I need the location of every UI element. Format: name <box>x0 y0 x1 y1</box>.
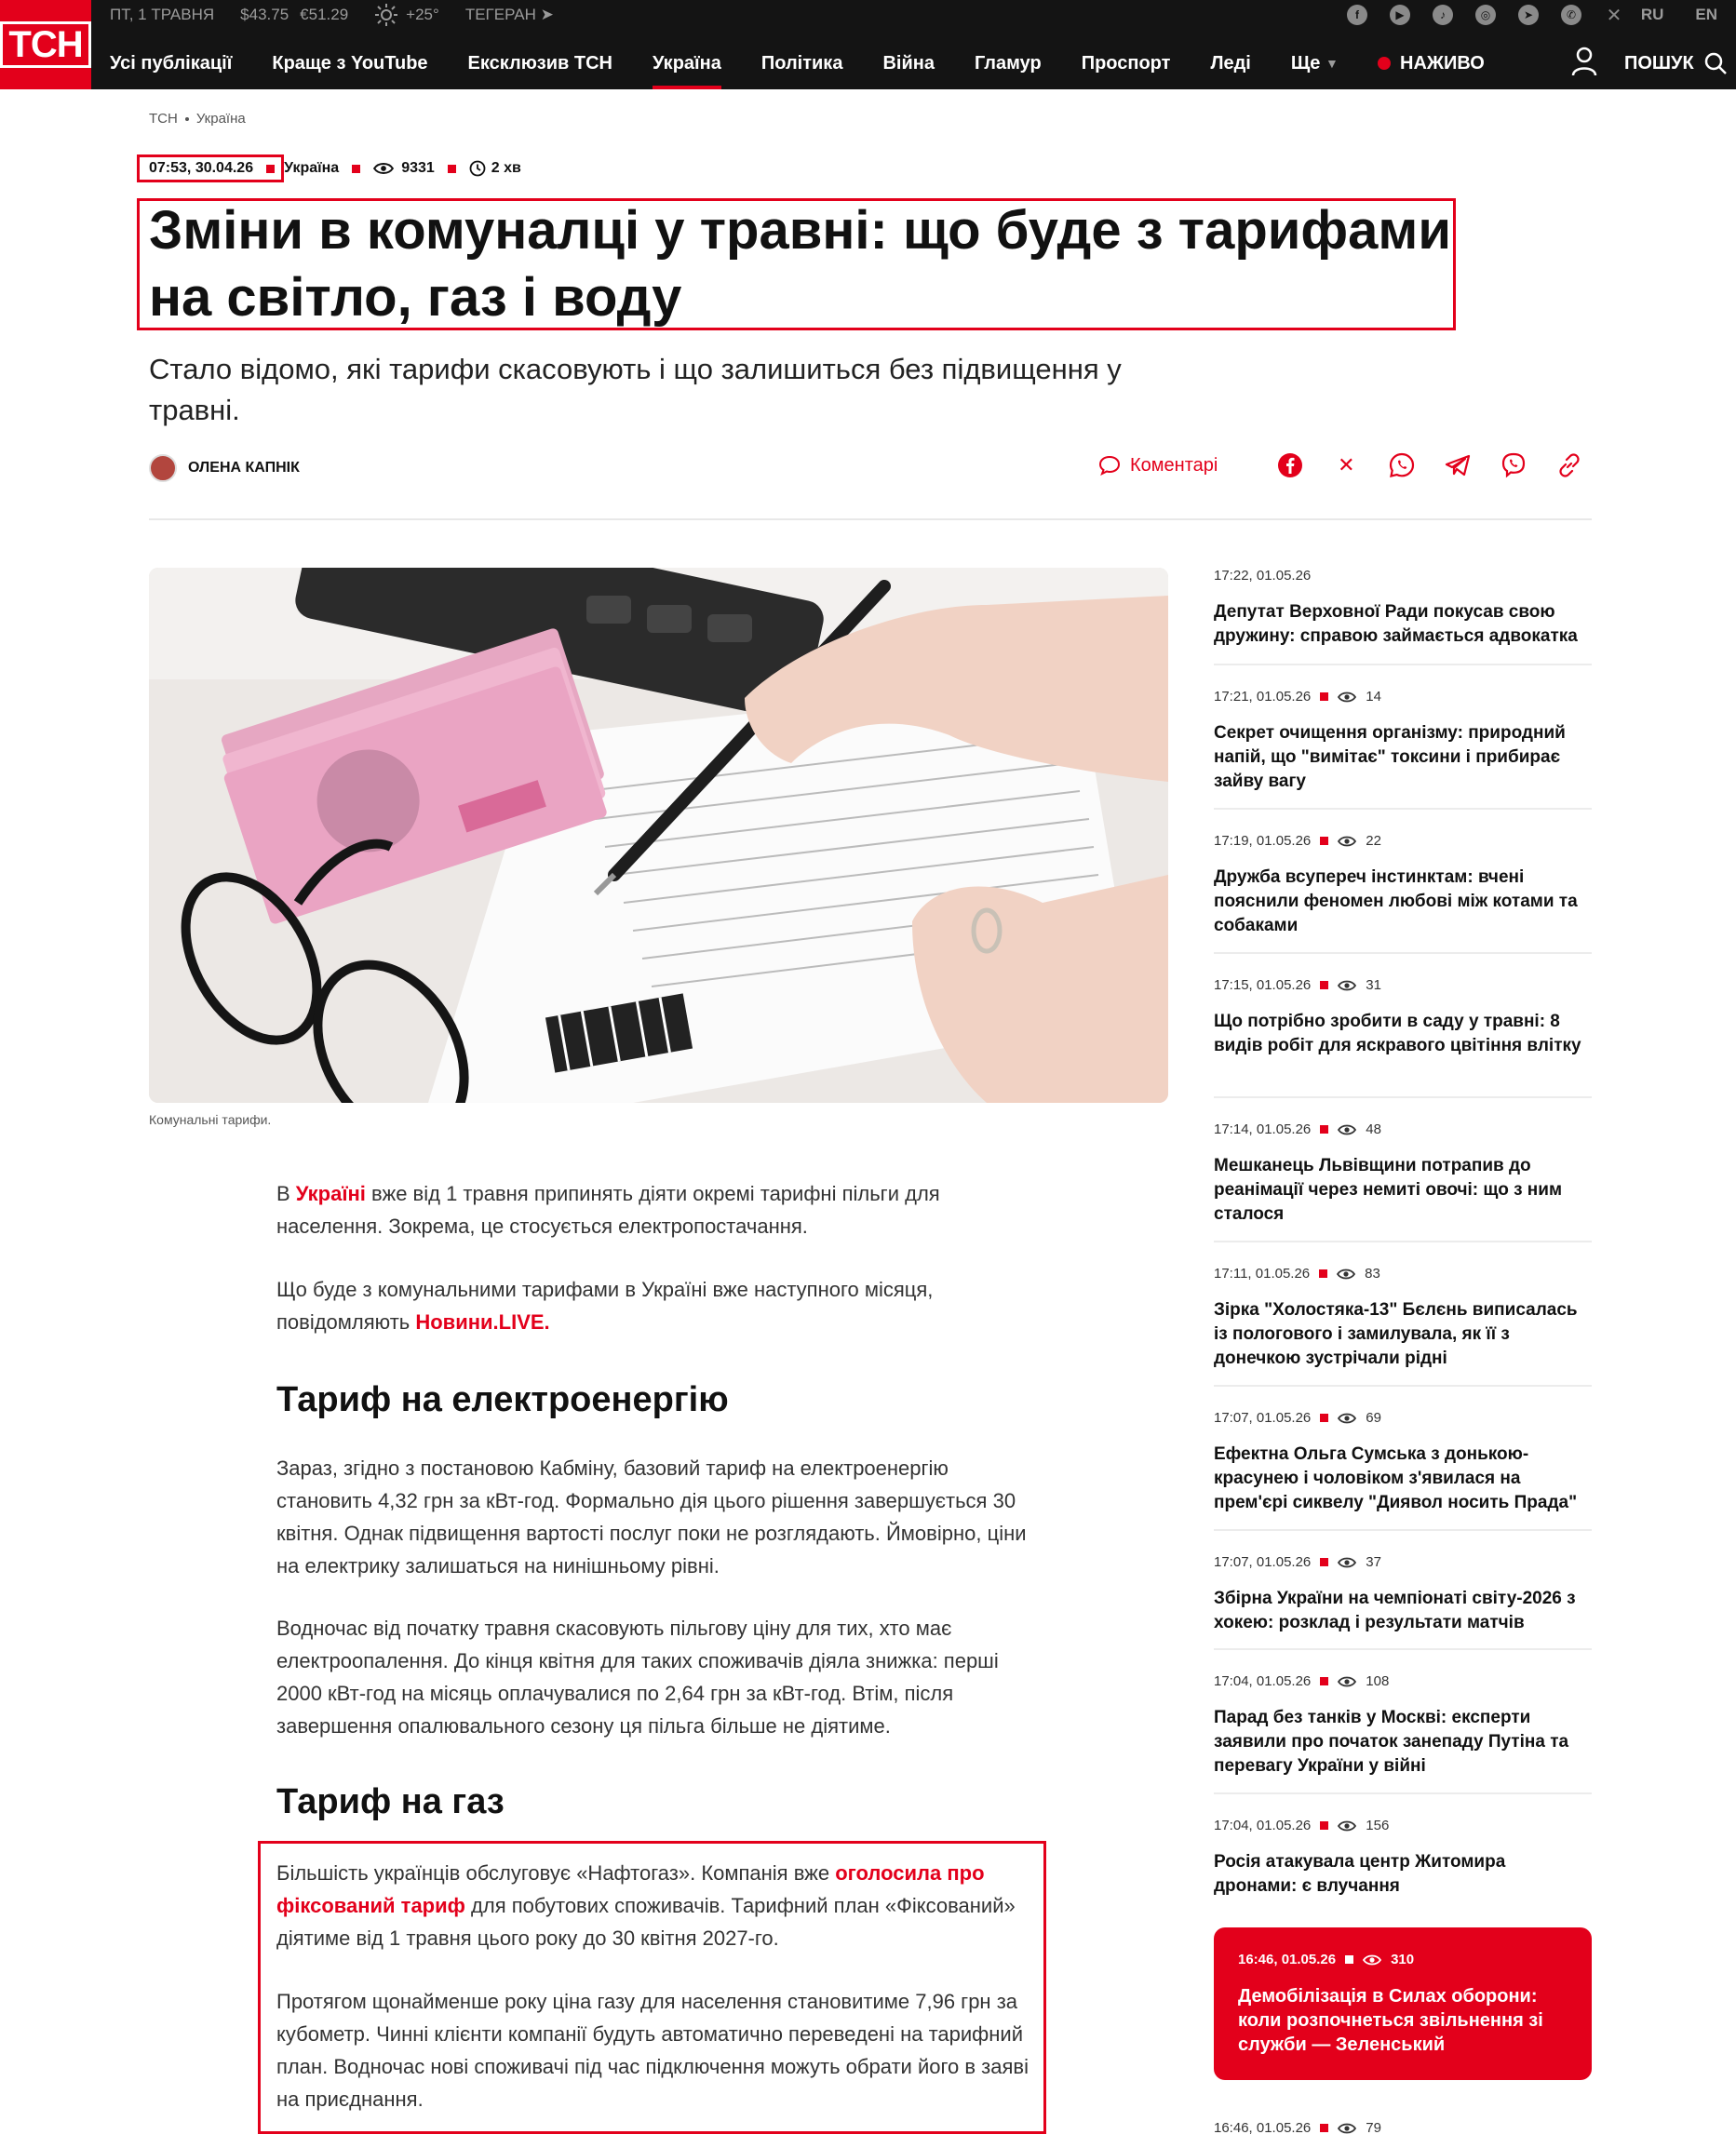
news-time: 17:14, 01.05.26 <box>1214 1121 1312 1137</box>
tsn-logo[interactable] <box>0 0 91 89</box>
nav-exclusive[interactable]: Ексклюзив ТСН <box>467 52 612 74</box>
current-date: ПТ, 1 ТРАВНЯ <box>110 6 215 23</box>
news-item[interactable] <box>1214 1410 1592 1531</box>
link-novyny-live[interactable]: Новини.LIVE. <box>415 1310 550 1334</box>
news-time: 17:21, 01.05.26 <box>1214 689 1312 705</box>
news-title: Зірка "Холостяка-13" Бєлєнь виписалась із пологового і замилувала, як її з донечкою зустрічали рідні <box>1214 1300 1578 1368</box>
author[interactable] <box>149 454 300 482</box>
usd-rate: $43.75 <box>240 6 289 23</box>
eye-icon <box>1338 1413 1356 1424</box>
paragraph-3: Зараз, згідно з постановою Кабміну, базовий тариф на електроенергію становить 4,32 грн за кВт-год. Формально дія цього рішення завершується 30 квітня. Однак підвищення вартості послуг поки не розглядають. Ймовірно, ціни на електрику залишаться на нинішньому рівні. <box>276 1457 1027 1577</box>
separator-square <box>448 165 456 173</box>
link-ukraine[interactable]: Україні <box>295 1182 366 1205</box>
highlight-datetime <box>137 154 284 182</box>
news-meta <box>1214 1410 1592 1426</box>
separator-square <box>1320 1125 1328 1134</box>
city[interactable] <box>465 6 554 24</box>
viber-share-icon[interactable] <box>1500 452 1527 478</box>
news-meta <box>1214 1673 1592 1689</box>
news-views: 69 <box>1366 1410 1381 1426</box>
nav-lady[interactable]: Леді <box>1210 52 1251 74</box>
user-icon[interactable] <box>1571 47 1597 76</box>
instagram-icon[interactable]: ◎ <box>1475 5 1496 25</box>
news-meta <box>1214 1818 1592 1833</box>
news-item-partial[interactable] <box>1214 2120 1381 2136</box>
separator-square <box>1320 1414 1328 1422</box>
news-item[interactable] <box>1214 1266 1592 1387</box>
utility-bill-illustration <box>149 568 1168 1103</box>
eye-icon <box>1338 1676 1356 1687</box>
eye-icon <box>1338 1124 1356 1135</box>
breadcrumb-home[interactable]: ТСН <box>149 111 178 127</box>
search-icon <box>1703 51 1728 75</box>
news-views: 31 <box>1366 977 1381 993</box>
breadcrumb <box>149 111 246 127</box>
news-time: 16:46, 01.05.26 <box>1214 2120 1312 2136</box>
tiktok-icon[interactable]: ♪ <box>1433 5 1453 25</box>
highlight-title <box>137 198 1456 330</box>
breadcrumb-separator <box>185 117 189 121</box>
news-meta <box>1214 977 1592 993</box>
lang-en[interactable]: EN <box>1695 6 1717 23</box>
nav-all-publications[interactable]: Усі публікації <box>110 52 233 74</box>
search-button[interactable] <box>1624 37 1728 89</box>
nav-best-youtube[interactable]: Краще з YouTube <box>272 52 428 74</box>
x-share-icon[interactable]: ✕ <box>1338 453 1355 477</box>
social-links <box>1347 0 1624 30</box>
news-item[interactable] <box>1214 977 1592 1098</box>
site-header <box>0 0 1736 89</box>
news-time: 17:19, 01.05.26 <box>1214 833 1312 849</box>
news-item[interactable] <box>1214 1121 1592 1242</box>
facebook-share-icon[interactable] <box>1277 452 1303 478</box>
featured-news-card[interactable] <box>1214 1927 1592 2080</box>
p5-text-start: Більшість українців обслуговує «Нафтогаз». Компанія вже <box>276 1861 836 1885</box>
news-title: Збірна України на чемпіонаті світу-2026 з хокею: розклад і результати матчів <box>1214 1589 1576 1632</box>
news-title: Парад без танків у Москві: експерти заявили про початок занепаду Путіна та перевагу України у війні <box>1214 1708 1569 1776</box>
news-item[interactable] <box>1214 1554 1592 1650</box>
search-label: ПОШУК <box>1624 52 1694 74</box>
highlight-gas-paragraphs <box>258 1841 1046 2134</box>
news-title: Депутат Верховної Ради покусав свою дружину: справою займається адвокатка <box>1214 602 1578 646</box>
news-time: 17:04, 01.05.26 <box>1214 1818 1312 1833</box>
separator-square <box>1320 981 1328 989</box>
news-title: Ефектна Ольга Сумська з донькою-красунею і чоловіком з'явилася на прем'єрі сиквелу "Диявол носить Прада" <box>1214 1444 1578 1512</box>
avatar <box>149 454 177 482</box>
eye-icon <box>1338 2123 1356 2134</box>
news-views: 79 <box>1366 2120 1381 2136</box>
separator-square <box>1320 1821 1328 1830</box>
news-item[interactable] <box>1214 833 1592 954</box>
eye-icon <box>1338 836 1356 847</box>
separator-square <box>1320 837 1328 845</box>
news-title: Росія атакувала центр Житомира дронами: є влучання <box>1214 1852 1506 1896</box>
image-caption: Комунальні тарифи. <box>149 1112 272 1127</box>
eye-icon <box>1363 1954 1381 1966</box>
eye-icon <box>373 162 394 175</box>
separator-square <box>352 165 360 173</box>
author-name: ОЛЕНА КАПНІК <box>188 460 300 476</box>
live-dot-icon <box>1378 57 1391 70</box>
news-time: 17:11, 01.05.26 <box>1214 1266 1311 1282</box>
news-title: Секрет очищення організму: природний напій, що "вимітає" токсини і прибирає зайву вагу <box>1214 723 1566 791</box>
eye-icon <box>1337 1269 1355 1280</box>
paragraph-2 <box>276 1273 1030 1338</box>
news-item[interactable] <box>1214 689 1592 810</box>
clock-icon <box>469 160 486 177</box>
news-meta <box>1214 1121 1592 1137</box>
news-time: 17:04, 01.05.26 <box>1214 1673 1312 1689</box>
news-item[interactable] <box>1214 1673 1592 1794</box>
news-title: Мешканець Львівщини потрапив до реанімації через немиті овочі: що з ним сталося <box>1214 1156 1563 1224</box>
news-time: 17:15, 01.05.26 <box>1214 977 1312 993</box>
news-meta <box>1214 689 1592 705</box>
eye-icon <box>1338 1557 1356 1568</box>
temperature: +25° <box>406 6 439 23</box>
heading-electricity: Тариф на електроенергію <box>276 1380 729 1419</box>
lang-ru[interactable]: RU <box>1640 6 1664 23</box>
news-views: 108 <box>1366 1673 1390 1689</box>
paragraph-1 <box>276 1177 1030 1242</box>
weather[interactable] <box>374 3 439 27</box>
nav-ukraine[interactable]: Україна <box>653 37 721 89</box>
heading-gas: Тариф на газ <box>276 1782 505 1821</box>
live-label: НАЖИВО <box>1400 52 1485 74</box>
sun-icon <box>374 3 398 27</box>
news-time: 17:22, 01.05.26 <box>1214 568 1312 584</box>
eye-icon <box>1338 1820 1356 1832</box>
nav-more-label: Ще <box>1290 52 1321 74</box>
live-button[interactable] <box>1378 37 1485 89</box>
news-views: 310 <box>1391 1952 1415 1967</box>
news-views: 83 <box>1365 1266 1380 1282</box>
news-views: 156 <box>1366 1818 1390 1833</box>
news-meta <box>1214 1554 1592 1570</box>
language-switcher <box>1641 0 1717 30</box>
news-item[interactable] <box>1214 568 1592 665</box>
separator-square <box>1320 1677 1328 1685</box>
article-image[interactable] <box>149 568 1168 1103</box>
news-time: 17:07, 01.05.26 <box>1214 1554 1312 1570</box>
news-meta <box>1214 833 1592 849</box>
nav-more[interactable] <box>1291 37 1339 89</box>
separator-square <box>1345 1955 1353 1964</box>
separator-square <box>1320 1558 1328 1566</box>
share-bar <box>1098 452 1582 478</box>
publish-datetime: 07:53, 30.04.26 <box>149 160 254 176</box>
viber-icon[interactable]: ✆ <box>1561 5 1581 25</box>
news-views: 22 <box>1366 833 1381 849</box>
location-arrow-icon: ➤ <box>540 6 554 23</box>
p1-text-end: вже від 1 травня припинять діяти окремі тарифні пільги для населення. Зокрема, це стосується електропостачання. <box>276 1182 940 1238</box>
breadcrumb-section[interactable]: Україна <box>195 111 246 127</box>
nav-war[interactable]: Війна <box>882 52 935 74</box>
views-count: 9331 <box>401 160 435 176</box>
p1-text-start: В <box>276 1182 296 1205</box>
nav-prosport[interactable]: Проспорт <box>1081 52 1171 74</box>
x-icon[interactable]: ✕ <box>1606 5 1622 26</box>
news-meta <box>1214 568 1592 584</box>
news-views: 14 <box>1366 689 1381 705</box>
news-title: Демобілізація в Силах оборони: коли розпочнеться звільнення зі служби — Зеленський <box>1238 1986 1543 2055</box>
logo-text: ТСН <box>0 21 90 68</box>
eye-icon <box>1338 980 1356 991</box>
separator-square <box>1320 2124 1328 2132</box>
chevron-down-icon: ▼ <box>1325 56 1339 71</box>
news-meta <box>1238 1952 1568 1967</box>
info-line <box>110 0 554 30</box>
eur-rate: €51.29 <box>300 6 349 23</box>
news-meta <box>1214 1266 1592 1282</box>
read-time: 2 хв <box>491 160 521 176</box>
telegram-share-icon[interactable] <box>1445 452 1471 478</box>
news-title: Що потрібно зробити в саду у травні: 8 видів робіт для яскравого цвітіння влітку <box>1214 1012 1581 1055</box>
news-time: 16:46, 01.05.26 <box>1238 1952 1337 1967</box>
p2-text-start: Що буде з комунальними тарифами в Україні вже наступного місяця, повідомляють <box>276 1278 934 1334</box>
eye-icon <box>1338 691 1356 703</box>
p5-text-end: для побутових споживачів. Тарифний план «Фіксований» діятиме від 1 травня цього року до 30 квітня 2027-го. <box>276 1894 1016 1950</box>
article-category[interactable]: Україна <box>284 160 340 176</box>
separator-square <box>1319 1269 1327 1278</box>
copy-link-icon[interactable] <box>1556 452 1582 478</box>
link-fixed-tariff[interactable]: оголосила про фіксований тариф <box>276 1861 985 1917</box>
telegram-icon[interactable]: ➤ <box>1518 5 1539 25</box>
separator-square <box>1320 692 1328 701</box>
main-nav <box>110 37 1379 89</box>
city-label: ТЕГЕРАН <box>464 6 536 23</box>
nav-glamour[interactable]: Гламур <box>974 52 1042 74</box>
news-views: 37 <box>1366 1554 1381 1570</box>
news-title: Дружба всупереч інстинктам: вчені пояснили феномен любові між котами та собаками <box>1214 867 1578 935</box>
news-views: 48 <box>1366 1121 1381 1137</box>
comments-label: Коментарі <box>1130 454 1218 476</box>
news-item[interactable] <box>1214 1818 1592 1907</box>
divider <box>149 518 1592 520</box>
paragraph-4: Водночас від початку травня скасовують пільгову ціну для тих, хто має електроопалення. До кінця квітня для таких споживачів діяла знижка: перші 2000 кВт-год на місяць оплачувалися по 2,64 грн за кВт-год. Втім, після завершення опалювального сезону ця пільга більше не діятиме. <box>276 1617 999 1738</box>
whatsapp-share-icon[interactable] <box>1389 452 1415 478</box>
comments-button[interactable] <box>1098 455 1218 477</box>
nav-politics[interactable]: Політика <box>760 52 843 74</box>
comment-icon <box>1098 455 1121 476</box>
news-time: 17:07, 01.05.26 <box>1214 1410 1312 1426</box>
paragraph-6: Протягом щонайменше року ціна газу для населення становитиме 7,96 грн за кубометр. Чинні клієнти компанії будуть автоматично переведені на тарифний план. Водночас нові споживачі під час підключення можуть обрати його в заяві на приєднання. <box>276 1990 1029 2111</box>
youtube-icon[interactable]: ▶ <box>1390 5 1410 25</box>
page-title: Зміни в комуналці у травні: що буде з тарифами на світло, газ і воду <box>149 200 1451 328</box>
article-subtitle: Стало відомо, які тарифи скасовують і що залишиться без підвищення у травні. <box>149 353 1122 426</box>
facebook-icon[interactable]: f <box>1347 5 1367 25</box>
